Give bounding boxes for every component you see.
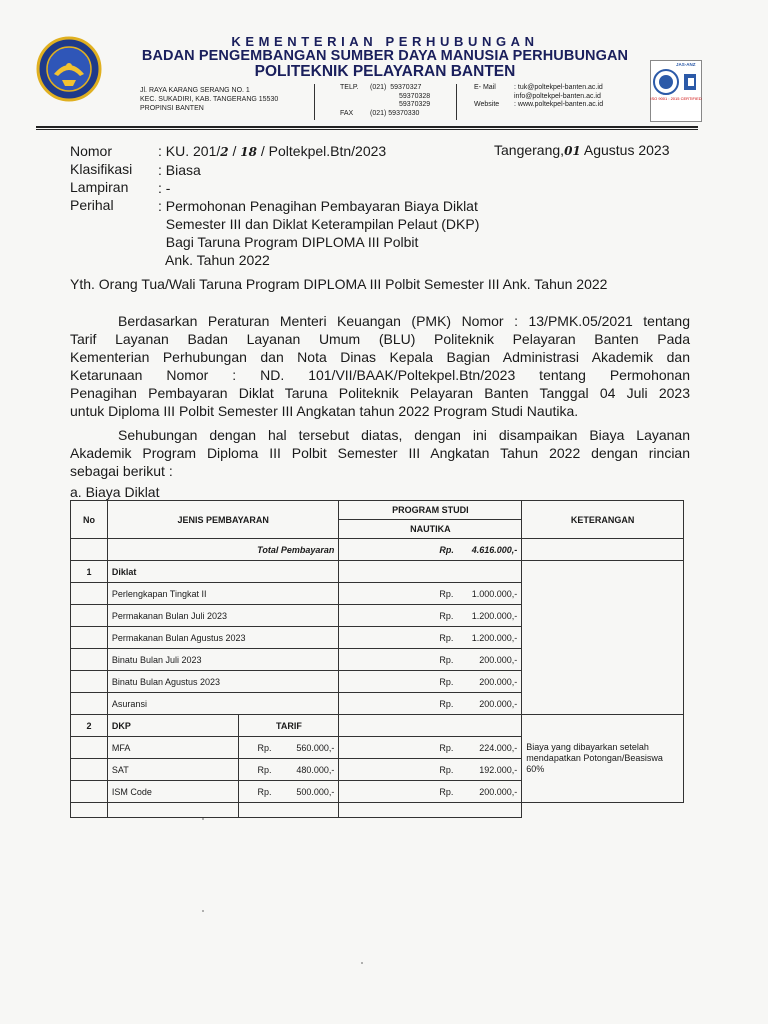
table-row-group xyxy=(71,715,684,737)
currency: Rp. xyxy=(439,654,454,665)
table-cell xyxy=(71,803,108,818)
fax-label: FAX xyxy=(340,110,354,117)
header-keterangan: KETERANGAN xyxy=(522,501,684,539)
header-jenis: JENIS PEMBAYARAN xyxy=(107,501,338,539)
table-cell xyxy=(107,803,239,818)
item-name: Permakanan Bulan Juli 2023 xyxy=(107,605,338,627)
table-header-row xyxy=(71,501,684,520)
item-name: ISM Code xyxy=(107,781,239,803)
paragraph-line: Ketarunaan Nomor : ND. 101/VII/BAAK/Poltekpel.Btn/2023 tentang Permohonan xyxy=(70,367,690,383)
item-name: Perlengkapan Tingkat II xyxy=(107,583,338,605)
nomor-prefix: : KU. 201/ xyxy=(158,143,221,159)
item-amount-cell xyxy=(339,605,522,627)
table-cell xyxy=(522,539,684,561)
paragraph-1 xyxy=(70,312,690,420)
tarif-value: 500.000,- xyxy=(296,786,335,797)
currency: Rp. xyxy=(257,786,272,797)
item-name: Binatu Bulan Agustus 2023 xyxy=(107,671,338,693)
telp-code: (021) xyxy=(370,84,387,91)
letter-date xyxy=(494,142,670,158)
section-heading: a. Biaya Diklat xyxy=(70,484,160,500)
item-name: SAT xyxy=(107,759,239,781)
institution-name: POLITEKNIK PELAYARAN BANTEN xyxy=(254,63,516,80)
dkp-note: Biaya yang dibayarkan setelah mendapatkan Potongan/Beasiswa 60% xyxy=(522,715,684,803)
date-handwritten: 01 xyxy=(564,144,581,158)
item-value: 224.000,- xyxy=(479,742,518,753)
paragraph-line: Berdasarkan Peraturan Menteri Keuangan (PMK) Nomor : 13/PMK.05/2021 tentang xyxy=(118,313,690,329)
address-line: Jl. RAYA KARANG SERANG NO. 1 xyxy=(140,87,250,94)
item-value: 200.000,- xyxy=(479,676,518,687)
group-title: DKP xyxy=(107,715,239,737)
tarif-cell xyxy=(239,737,339,759)
perihal-line: Bagi Taruna Program DIPLOMA III Polbit xyxy=(158,234,419,250)
item-amount-cell xyxy=(339,693,522,715)
item-name: Binatu Bulan Juli 2023 xyxy=(107,649,338,671)
group-title: Diklat xyxy=(107,561,338,583)
scan-speck xyxy=(202,818,204,820)
item-amount-cell xyxy=(339,737,522,759)
item-amount-cell xyxy=(339,759,522,781)
total-label: Total Pembayaran xyxy=(107,539,338,561)
paragraph-line: Sehubungan dengan hal tersebut diatas, dengan ini disampaikan Biaya Layanan xyxy=(118,427,690,443)
table-cell xyxy=(71,649,108,671)
currency: Rp. xyxy=(439,544,454,555)
currency: Rp. xyxy=(257,742,272,753)
currency: Rp. xyxy=(257,764,272,775)
salutation: Yth. Orang Tua/Wali Taruna Program DIPLOMA III Polbit Semester III Ank. Tahun 2022 xyxy=(70,276,608,292)
perihal-line: : Permohonan Penagihan Pembayaran Biaya Diklat xyxy=(158,198,478,214)
group-no: 1 xyxy=(71,561,108,583)
email-address[interactable]: : tuk@poltekpel-banten.ac.id xyxy=(514,84,603,91)
paragraph-line: Penagihan Pembayaran Diklat Taruna Politeknik Pelayaran Banten Tanggal 04 Juli 2023 xyxy=(70,385,690,401)
paragraph-line: untuk Diploma III Polbit Semester III Angkatan tahun 2022 Program Studi Nautika. xyxy=(70,403,579,419)
paragraph-line: sebagai berikut : xyxy=(70,463,173,479)
divider xyxy=(456,84,457,120)
website-label: Website xyxy=(474,101,500,108)
label-lampiran: Lampiran xyxy=(70,179,129,195)
table-cell xyxy=(71,583,108,605)
klasifikasi-value: : Biasa xyxy=(158,162,201,178)
header-no: No xyxy=(71,501,108,539)
scan-speck xyxy=(361,962,363,964)
date-month-year: Agustus 2023 xyxy=(580,142,670,158)
table-row-spacer xyxy=(71,803,684,818)
nomor-separator: / xyxy=(228,143,241,159)
currency: Rp. xyxy=(439,588,454,599)
item-amount-cell xyxy=(339,627,522,649)
email-label: E- Mail xyxy=(474,84,496,91)
lampiran-value: : - xyxy=(158,180,171,196)
meta-values xyxy=(158,142,479,269)
item-value: 1.200.000,- xyxy=(471,610,518,621)
telp-number: 59370329 xyxy=(399,101,431,108)
item-value: 200.000,- xyxy=(479,786,518,797)
item-value: 192.000,- xyxy=(479,764,518,775)
fax-value: (021) 59370330 xyxy=(370,110,420,117)
table-cell xyxy=(71,759,108,781)
table-cell xyxy=(339,803,522,818)
currency: Rp. xyxy=(439,632,454,643)
item-value: 200.000,- xyxy=(479,654,518,665)
letterhead-rule xyxy=(36,126,698,128)
item-value: 200.000,- xyxy=(479,698,518,709)
nomor-handwritten: 18 xyxy=(240,145,257,159)
paragraph-2 xyxy=(70,426,690,480)
table-cell xyxy=(71,693,108,715)
address-line: KEC. SUKADIRI, KAB. TANGERANG 15530 xyxy=(140,96,279,103)
paragraph-line: Kementerian Perhubungan dan Nota Dinas Kepala Bagian Administrasi Akademik dan xyxy=(70,349,690,365)
iso-certification-icon xyxy=(650,60,702,122)
ministry-logo-icon xyxy=(36,36,102,102)
telp-number: 59370328 xyxy=(399,92,431,100)
telp-number: 59370327 xyxy=(390,84,422,91)
table-cell xyxy=(71,605,108,627)
label-klasifikasi: Klasifikasi xyxy=(70,161,133,177)
date-place: Tangerang, xyxy=(494,142,565,158)
table-cell xyxy=(71,627,108,649)
currency: Rp. xyxy=(439,764,454,775)
total-value: 4.616.000,- xyxy=(471,544,518,555)
tarif-header: TARIF xyxy=(239,715,339,737)
perihal-line: Semester III dan Diklat Keterampilan Pelaut (DKP) xyxy=(158,216,480,232)
telp-label: TELP. xyxy=(340,84,359,91)
label-nomor: Nomor xyxy=(70,143,113,159)
currency: Rp. xyxy=(439,698,454,709)
nomor-value xyxy=(158,142,479,161)
item-value: 1.000.000,- xyxy=(471,588,518,599)
tarif-cell xyxy=(239,781,339,803)
header-program: PROGRAM STUDI xyxy=(339,501,522,520)
item-name: MFA xyxy=(107,737,239,759)
table-cell xyxy=(71,539,108,561)
paragraph-line: Akademik Program Diploma III Polbit Semester III Angkatan Tahun 2022 dengan rincian xyxy=(70,445,690,461)
item-amount-cell xyxy=(339,583,522,605)
table-cell xyxy=(71,737,108,759)
currency: Rp. xyxy=(439,742,454,753)
tarif-value: 480.000,- xyxy=(296,764,335,775)
group-no: 2 xyxy=(71,715,108,737)
letterhead-rule xyxy=(36,129,698,130)
currency: Rp. xyxy=(439,610,454,621)
table-cell xyxy=(71,781,108,803)
header-nautika: NAUTIKA xyxy=(339,520,522,539)
item-name: Asuransi xyxy=(107,693,338,715)
item-name: Permakanan Bulan Agustus 2023 xyxy=(107,627,338,649)
divider xyxy=(314,84,315,120)
website-link[interactable]: : www.poltekpel-banten.ac.id xyxy=(514,101,604,108)
table-cell xyxy=(339,715,522,737)
cert-brand: JAS-ANZ xyxy=(676,62,696,67)
nomor-suffix: / Poltekpel.Btn/2023 xyxy=(257,143,387,159)
tarif-value: 560.000,- xyxy=(296,742,335,753)
table-row-total xyxy=(71,539,684,561)
nomor-handwritten: 2 xyxy=(220,145,229,159)
item-amount-cell xyxy=(339,671,522,693)
meta-labels xyxy=(70,142,132,214)
total-amount-cell xyxy=(339,539,522,561)
currency: Rp. xyxy=(439,786,454,797)
label-perihal: Perihal xyxy=(70,197,114,213)
agency-name: BADAN PENGEMBANGAN SUMBER DAYA MANUSIA PERHUBUNGAN xyxy=(141,48,629,64)
item-value: 1.200.000,- xyxy=(471,632,518,643)
item-amount-cell xyxy=(339,649,522,671)
paragraph-line: Tarif Layanan Badan Layanan Umum (BLU) Politeknik Pelayaran Banten Pada xyxy=(70,331,690,347)
telp-numbers xyxy=(370,84,430,110)
tarif-cell xyxy=(239,759,339,781)
table-cell xyxy=(239,803,339,818)
cert-text: ISO 9001 : 2015 CERTIFIED xyxy=(650,96,702,101)
item-amount-cell xyxy=(339,781,522,803)
address-block xyxy=(140,86,278,113)
currency: Rp. xyxy=(439,676,454,687)
address-line: PROPINSI BANTEN xyxy=(140,105,204,112)
table-cell xyxy=(339,561,522,583)
table-row-group xyxy=(71,561,684,583)
email-address[interactable]: info@poltekpel-banten.ac.id xyxy=(514,92,601,100)
table-cell xyxy=(71,671,108,693)
email-values xyxy=(514,84,603,101)
perihal-line: Ank. Tahun 2022 xyxy=(158,252,270,268)
ministry-name: KEMENTERIAN PERHUBUNGAN xyxy=(231,34,539,49)
scan-speck xyxy=(202,910,204,912)
table-cell xyxy=(522,561,684,715)
fee-table xyxy=(70,500,684,818)
